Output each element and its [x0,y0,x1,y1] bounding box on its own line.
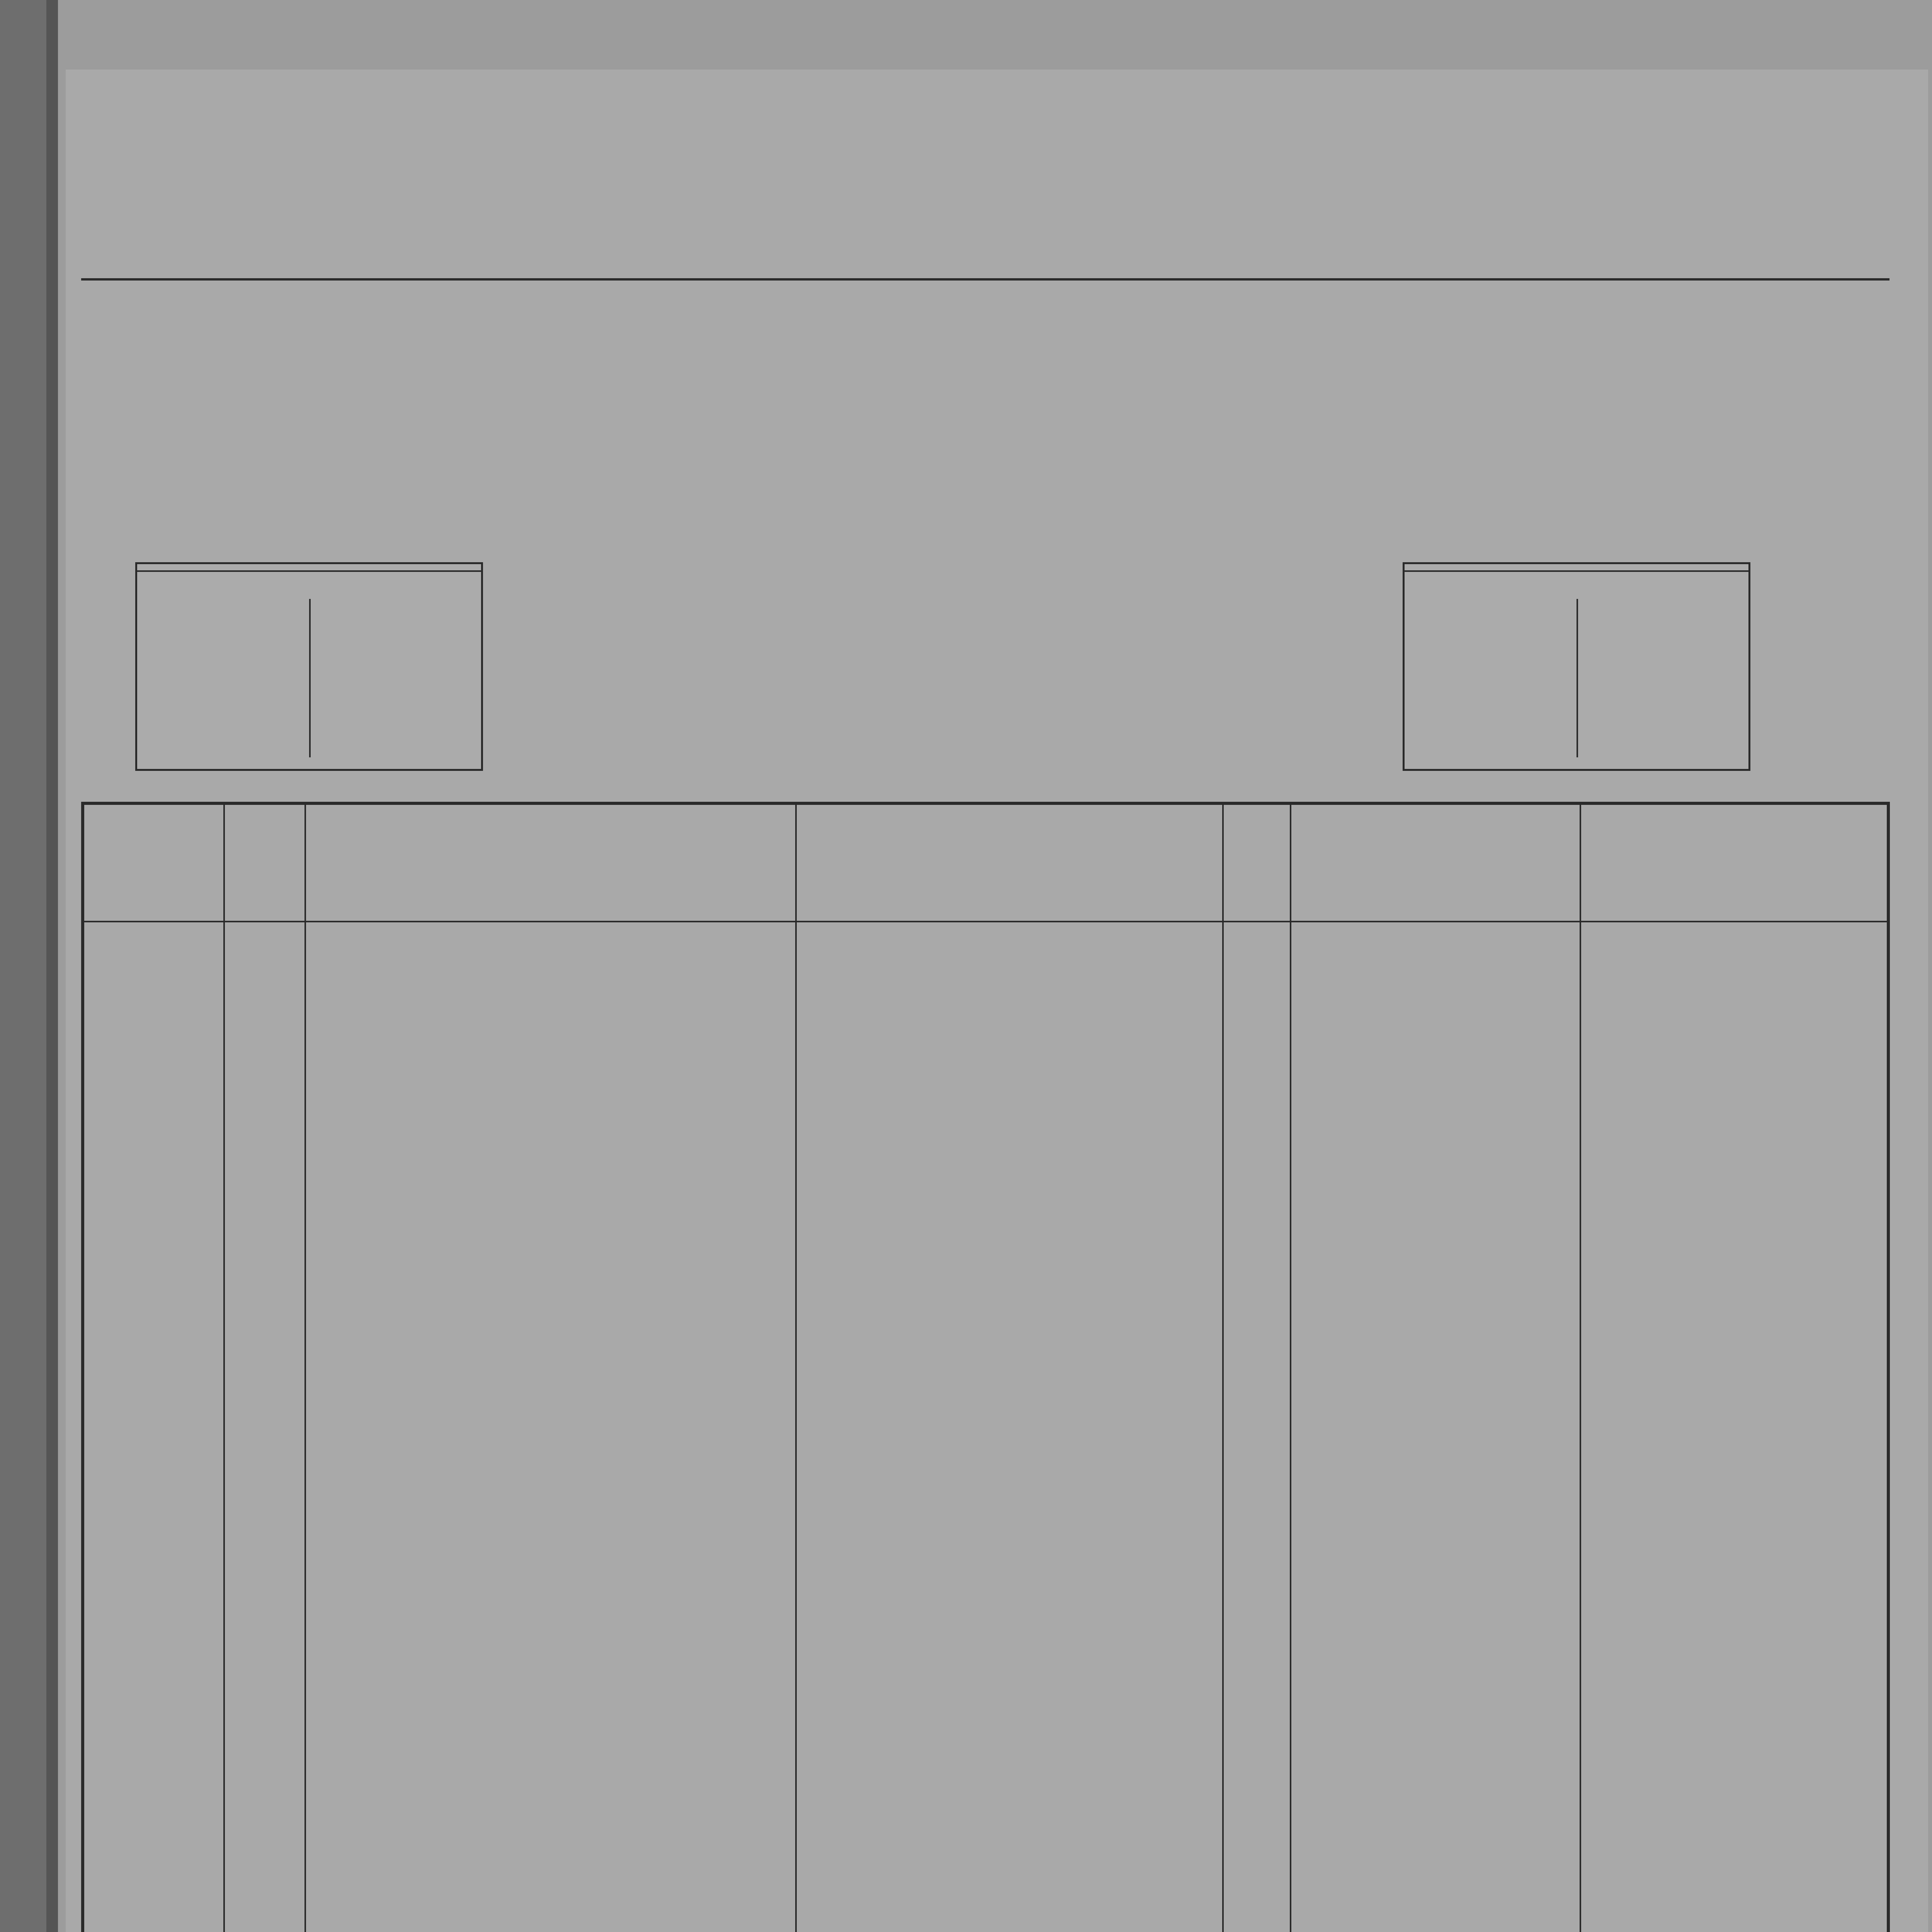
newspaper-page [66,70,1928,1932]
col-rule [1580,805,1581,1932]
header-rule [81,278,1889,281]
box-divider [309,599,311,757]
col-rule [795,805,797,1932]
abonnements-title [1405,564,1748,572]
binding-shadow [0,0,58,1932]
col-rule [304,805,306,1932]
abonnements-box-left [135,562,483,771]
cote-table [81,802,1890,1932]
box-divider [1577,599,1578,757]
abonnements-title [137,564,481,572]
col-rule [1222,805,1224,1932]
col-rule [1290,805,1291,1932]
header-rule [84,921,1887,922]
col-rule [223,805,225,1932]
abonnements-box-right [1403,562,1750,771]
